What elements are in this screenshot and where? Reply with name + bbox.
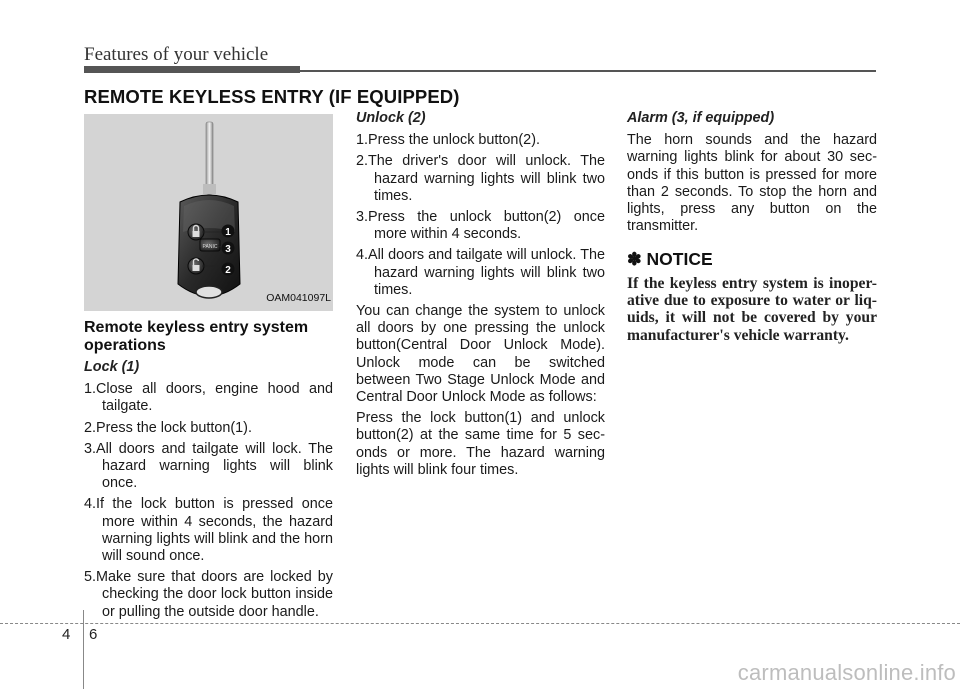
figure-code: OAM041097L — [266, 291, 331, 304]
column-middle — [356, 110, 605, 483]
header-rule-thick — [84, 66, 300, 73]
chapter-number: 4 — [62, 626, 71, 643]
footer-rule — [0, 623, 960, 624]
watermark: carmanualsonline.info — [737, 660, 956, 685]
alarm-heading: Alarm (3, if equipped) — [627, 110, 775, 126]
svg-text:2: 2 — [225, 265, 231, 276]
operations-heading: Remote keyless entry system operations — [84, 319, 309, 354]
svg-text:1: 1 — [225, 227, 231, 238]
header-rule-thin — [300, 70, 876, 72]
notice-text: If the keyless entry system is inoper-ative due to exposure to water or liq-uids, it will not be covered by your manufacturer's vehicle warranty. — [627, 274, 877, 344]
key-fob-figure — [84, 114, 333, 311]
unlock-step: 3.Press the unlock button(2) once more within 4 seconds. — [356, 209, 605, 243]
running-header: Features of your vehicle — [84, 44, 269, 65]
unlock-steps — [356, 132, 605, 299]
lock-steps — [84, 381, 333, 621]
lock-step: 1.Close all doors, engine hood and tailgate. — [84, 381, 333, 415]
lock-step: 4.If the lock button is pressed once more within 4 seconds, the hazard warning lights will blink and the horn will sound once. — [84, 496, 333, 565]
svg-text:PANIC: PANIC — [202, 244, 218, 250]
unlock-step: 1.Press the unlock button(2). — [356, 132, 540, 149]
column-right — [627, 110, 877, 344]
lock-step: 5.Make sure that doors are locked by checking the door lock button inside or pulling the outside door handle. — [84, 569, 333, 620]
section-title: REMOTE KEYLESS ENTRY (IF EQUIPPED) — [84, 86, 460, 107]
unlock-heading: Unlock (2) — [356, 110, 426, 126]
unlock-mode-paragraph: You can change the system to unlock all doors by one pressing the unlock button(Central Door Unlock Mode). Unlock mode can be switched between Two Stage Unlock Mode and Central Door Unlock Mode as follows: — [356, 303, 605, 406]
key-fob-illustration — [84, 114, 333, 311]
alarm-paragraph: The horn sounds and the hazard warning lights blink for about 30 sec-onds if this button is pressed for more than 2 seconds. To stop the horn and lights, press any button on the transmitter. — [627, 132, 877, 235]
lock-heading: Lock (1) — [84, 359, 140, 375]
unlock-step: 2.The driver's door will unlock. The hazard warning lights will blink two times. — [356, 153, 605, 204]
footer-divider — [83, 610, 84, 689]
unlock-mode-switch-paragraph: Press the lock button(1) and unlock button(2) at the same time for 5 sec-onds or more. The hazard warning lights will blink four times. — [356, 410, 605, 478]
page-number: 6 — [89, 626, 98, 643]
lock-step: 2.Press the lock button(1). — [84, 419, 252, 436]
lock-step: 3.All doors and tailgate will lock. The hazard warning lights will blink once. — [84, 440, 333, 492]
unlock-step: 4.All doors and tailgate will unlock. The hazard warning lights will blink two times. — [356, 247, 605, 298]
notice-heading: ✽ NOTICE — [627, 249, 713, 270]
column-left — [84, 110, 333, 625]
svg-text:3: 3 — [225, 244, 231, 255]
